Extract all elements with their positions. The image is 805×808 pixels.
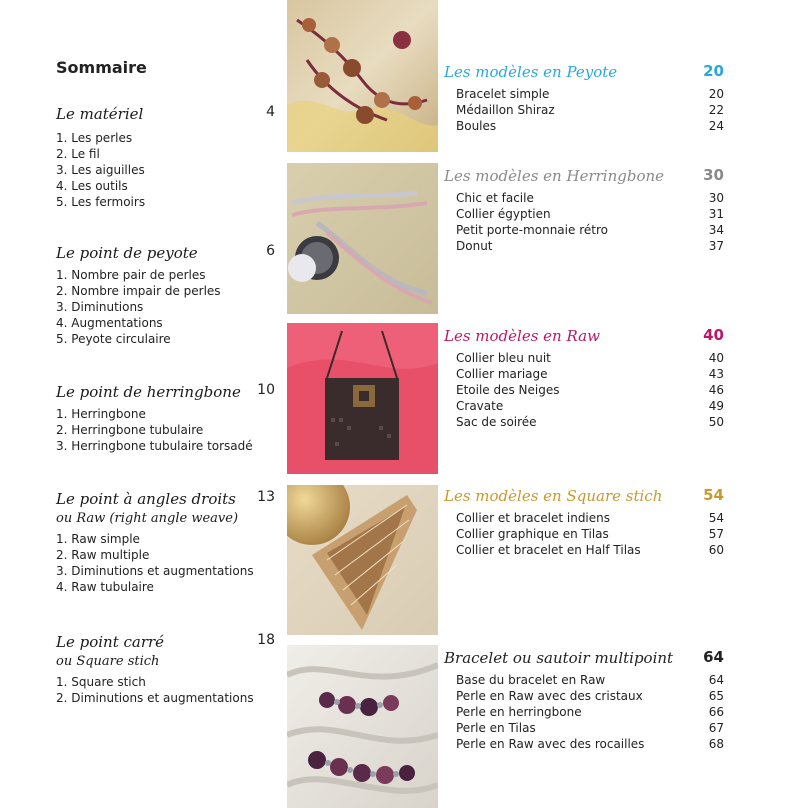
- toc-item-label: Chic et facile: [456, 191, 534, 205]
- toc-section-herringbone: [56, 382, 278, 454]
- section-title: Le matériel: [56, 105, 144, 123]
- section-page: 10: [257, 382, 275, 398]
- section-page: 13: [257, 489, 275, 505]
- section-title: Les modèles en Raw: [444, 327, 600, 345]
- section-heading[interactable]: [444, 166, 726, 190]
- toc-item[interactable]: [444, 86, 726, 102]
- toc-item-label: Cravate: [456, 399, 504, 413]
- toc-item[interactable]: [444, 222, 726, 238]
- toc-item[interactable]: [444, 102, 726, 118]
- toc-item-label: Sac de soirée: [456, 415, 537, 429]
- toc-item[interactable]: 2. Herringbone tubulaire: [56, 423, 204, 437]
- section-page: 54: [703, 486, 724, 504]
- toc-item-label: Médaillon Shiraz: [456, 103, 555, 117]
- section-title: Les modèles en Peyote: [444, 63, 618, 81]
- section-heading[interactable]: [444, 62, 726, 86]
- section-heading[interactable]: [444, 648, 726, 672]
- toc-item[interactable]: 1. Square stich: [56, 675, 146, 689]
- toc-item[interactable]: [444, 190, 726, 206]
- photo-multipoint-bracelet: [287, 645, 438, 808]
- section-heading[interactable]: [444, 326, 726, 350]
- toc-item-page: 37: [708, 239, 724, 253]
- toc-item[interactable]: 1. Les perles: [56, 131, 133, 145]
- section-title: Le point carré: [56, 633, 165, 651]
- toc-section-raw-models: [444, 326, 726, 430]
- photo-herringbone: [287, 163, 438, 314]
- section-heading[interactable]: [56, 104, 278, 126]
- toc-item[interactable]: 5. Peyote circulaire: [56, 332, 171, 346]
- toc-item-page: 66: [708, 705, 724, 719]
- toc-item[interactable]: [444, 398, 726, 414]
- toc-section-square-models: [444, 486, 726, 558]
- toc-item-label: Etoile des Neiges: [456, 383, 560, 397]
- toc-item[interactable]: 4. Augmentations: [56, 316, 163, 330]
- photo-raw-bag: [287, 323, 438, 474]
- toc-item[interactable]: 4. Raw tubulaire: [56, 580, 154, 594]
- toc-section-peyote-models: [444, 62, 726, 134]
- toc-item-page: 34: [708, 223, 724, 237]
- toc-item[interactable]: 3. Diminutions et augmentations: [56, 564, 254, 578]
- toc-item-label: Collier mariage: [456, 367, 548, 381]
- toc-item-label: Base du bracelet en Raw: [456, 673, 606, 687]
- toc-item[interactable]: 4. Les outils: [56, 179, 128, 193]
- section-title: Le point à angles droits: [56, 490, 236, 508]
- toc-item[interactable]: [444, 382, 726, 398]
- toc-item[interactable]: 1. Raw simple: [56, 532, 140, 546]
- toc-item-page: 68: [708, 737, 724, 751]
- toc-item-page: 65: [708, 689, 724, 703]
- toc-item[interactable]: [444, 414, 726, 430]
- section-page: 64: [703, 648, 724, 666]
- section-heading[interactable]: [56, 489, 278, 511]
- toc-item-page: 49: [708, 399, 724, 413]
- toc-item[interactable]: 5. Les fermoirs: [56, 195, 146, 209]
- toc-item-page: 54: [708, 511, 724, 525]
- toc-item-label: Boules: [456, 119, 497, 133]
- toc-item[interactable]: [444, 736, 726, 752]
- toc-item-label: Collier et bracelet en Half Tilas: [456, 543, 641, 557]
- section-title: Bracelet ou sautoir multipoint: [444, 649, 674, 667]
- toc-item-label: Collier bleu nuit: [456, 351, 551, 365]
- section-heading[interactable]: [56, 382, 278, 404]
- page-title: Sommaire: [56, 58, 147, 77]
- toc-item-page: 20: [708, 87, 724, 101]
- section-heading[interactable]: [56, 632, 278, 654]
- toc-item[interactable]: [444, 350, 726, 366]
- toc-item-page: 40: [708, 351, 724, 365]
- photo-necklace-peyote: [287, 0, 438, 152]
- toc-item-label: Collier et bracelet indiens: [456, 511, 611, 525]
- toc-item[interactable]: [444, 238, 726, 254]
- toc-item-page: 50: [708, 415, 724, 429]
- section-page: 6: [266, 243, 275, 259]
- section-page: 40: [703, 326, 724, 344]
- toc-item[interactable]: 2. Le fil: [56, 147, 100, 161]
- toc-item[interactable]: 1. Nombre pair de perles: [56, 268, 206, 282]
- toc-item[interactable]: [444, 704, 726, 720]
- toc-item[interactable]: [444, 672, 726, 688]
- toc-item[interactable]: 2. Diminutions et augmentations: [56, 691, 254, 705]
- toc-section-multipoint: [444, 648, 726, 752]
- toc-item-label: Bracelet simple: [456, 87, 550, 101]
- toc-section-materiel: [56, 104, 278, 210]
- toc-item[interactable]: [444, 118, 726, 134]
- toc-item-page: 43: [708, 367, 724, 381]
- section-subtitle: ou Raw (right angle weave): [56, 511, 239, 526]
- toc-item-label: Perle en herringbone: [456, 705, 582, 719]
- toc-section-peyote: [56, 243, 278, 347]
- toc-item[interactable]: [444, 206, 726, 222]
- toc-item-page: 31: [708, 207, 724, 221]
- section-page: 4: [266, 104, 275, 120]
- section-title: Le point de peyote: [56, 244, 198, 262]
- toc-item-page: 60: [708, 543, 724, 557]
- toc-item-page: 46: [708, 383, 724, 397]
- section-title: Les modèles en Herringbone: [444, 167, 665, 185]
- toc-item-page: 64: [708, 673, 724, 687]
- toc-item-page: 57: [708, 527, 724, 541]
- toc-item-label: Petit porte-monnaie rétro: [456, 223, 608, 237]
- toc-item-label: Donut: [456, 239, 493, 253]
- photo-square-stitch: [287, 485, 438, 635]
- toc-item[interactable]: [444, 720, 726, 736]
- toc-item[interactable]: 3. Les aiguilles: [56, 163, 145, 177]
- section-page: 30: [703, 166, 724, 184]
- toc-item-page: 24: [708, 119, 724, 133]
- section-title: Les modèles en Square stich: [444, 487, 663, 505]
- section-heading[interactable]: [56, 243, 278, 265]
- toc-item-page: 30: [708, 191, 724, 205]
- toc-item[interactable]: 1. Herringbone: [56, 407, 146, 421]
- toc-item[interactable]: [444, 526, 726, 542]
- toc-section-herringbone-models: [444, 166, 726, 254]
- toc-item[interactable]: 3. Diminutions: [56, 300, 144, 314]
- toc-section-square: [56, 632, 278, 706]
- toc-item[interactable]: [444, 688, 726, 704]
- toc-item-label: Collier graphique en Tilas: [456, 527, 609, 541]
- toc-item-label: Perle en Tilas: [456, 721, 536, 735]
- section-page: 20: [703, 62, 724, 80]
- toc-item[interactable]: [444, 510, 726, 526]
- toc-item-page: 22: [708, 103, 724, 117]
- toc-section-raw: [56, 489, 278, 595]
- section-title: Le point de herringbone: [56, 383, 241, 401]
- toc-item-label: Perle en Raw avec des cristaux: [456, 689, 643, 703]
- toc-item[interactable]: [444, 366, 726, 382]
- toc-item[interactable]: 3. Herringbone tubulaire torsadé: [56, 439, 253, 453]
- toc-item-label: Collier égyptien: [456, 207, 551, 221]
- section-subtitle: ou Square stich: [56, 654, 160, 669]
- section-heading[interactable]: [444, 486, 726, 510]
- section-page: 18: [257, 632, 275, 648]
- toc-item[interactable]: 2. Raw multiple: [56, 548, 150, 562]
- toc-item[interactable]: [444, 542, 726, 558]
- toc-item-page: 67: [708, 721, 724, 735]
- toc-item-label: Perle en Raw avec des rocailles: [456, 737, 645, 751]
- toc-item[interactable]: 2. Nombre impair de perles: [56, 284, 221, 298]
